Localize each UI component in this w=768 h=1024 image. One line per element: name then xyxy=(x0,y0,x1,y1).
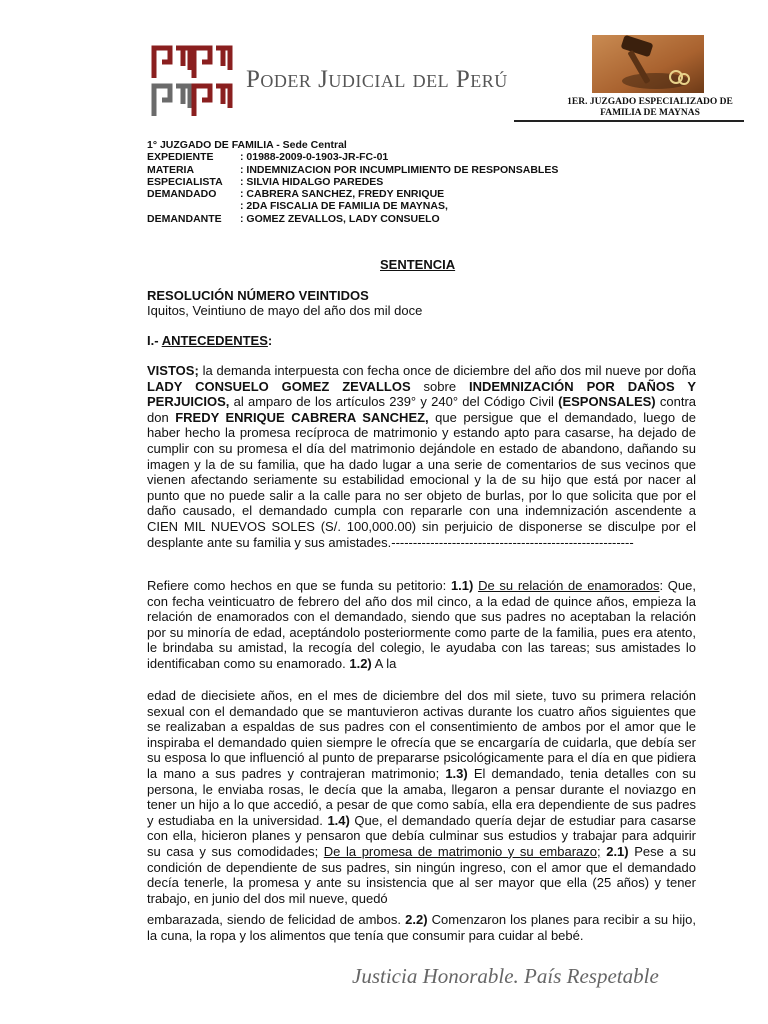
institution-name: Poder Judicial del Perú xyxy=(246,66,508,93)
plaintiff-name: LADY CONSUELO GOMEZ ZEVALLOS xyxy=(147,378,411,394)
case-label: ESPECIALISTA xyxy=(147,175,223,188)
underlined-heading: De su relación de enamorados xyxy=(478,578,660,593)
section-prefix: I.- xyxy=(147,333,162,348)
text: contra don xyxy=(147,394,697,425)
document-heading: SENTENCIA xyxy=(380,257,456,272)
resolution-number: RESOLUCIÓN NÚMERO VEINTIDOS xyxy=(147,288,369,303)
paragraph-hechos xyxy=(147,578,696,672)
item-number: 2.1) xyxy=(606,843,629,859)
paragraph-hechos-cont xyxy=(147,688,696,906)
case-row xyxy=(147,188,558,200)
case-value: : GOMEZ ZEVALLOS, LADY CONSUELO xyxy=(240,212,440,225)
text: Que, el demandado quería dejar de estudiar para casarse con ella, hicieron planes y pensaron que debía culminar sus estudios y trabajar para adquirir su casa y sus comodidades; xyxy=(147,812,696,859)
defendant-name: FREDY ENRIQUE CABRERA SANCHEZ, xyxy=(175,409,429,425)
text: sobre xyxy=(410,378,469,394)
footer-motto: Justicia Honorable. País Respetable xyxy=(352,964,659,988)
esponsales-label: (ESPONSALES) xyxy=(558,394,656,410)
item-number: 1.3) xyxy=(445,765,468,781)
case-label xyxy=(147,200,240,212)
case-row xyxy=(147,176,558,188)
case-label: DEMANDADO xyxy=(147,188,217,201)
text: al amparo de los artículos 239° y 240° del Código Civil xyxy=(229,394,559,410)
case-value: : 2DA FISCALIA DE FAMILIA DE MAYNAS, xyxy=(240,200,448,213)
header-rule xyxy=(514,120,744,122)
text: embarazada, siendo de felicidad de ambos. xyxy=(147,912,406,927)
item-number: 1.1) xyxy=(450,578,474,593)
case-court: 1° JUZGADO DE FAMILIA - Sede Central xyxy=(147,139,347,151)
paragraph-embarazo xyxy=(147,912,696,943)
claim-subject: INDEMNIZACIÓN POR DAÑOS Y PERJUICIOS, xyxy=(147,378,696,410)
text: A la xyxy=(371,655,397,671)
court-tag-line1: 1ER. JUZGADO ESPECIALIZADO DE xyxy=(567,97,733,107)
place-date: Iquitos, Veintiuno de mayo del año dos mil doce xyxy=(147,303,423,318)
case-label: MATERIA xyxy=(147,163,195,176)
case-value: : SILVIA HIDALGO PAREDES xyxy=(240,175,384,188)
text: Refiere como hechos en que se funda su petitorio: xyxy=(147,578,451,593)
case-row xyxy=(147,164,558,176)
section-title-text: ANTECEDENTES xyxy=(161,333,268,348)
case-label: EXPEDIENTE xyxy=(147,151,214,164)
case-row xyxy=(147,213,558,225)
text: Pese a su condición de dependiente de sus padres, sin ningún ingreso, con el amor que el demandado decía tenerle, la promesa y ante su insistencia que al ser mayor que ella (25 años) y tener trabajo, en junio del dos mil nueve, quedó xyxy=(147,843,696,906)
case-value: : CABRERA SANCHEZ, FREDY ENRIQUE xyxy=(240,188,445,201)
poder-judicial-logo-icon xyxy=(150,44,234,120)
case-label: DEMANDANTE xyxy=(147,212,222,225)
court-tag-line2: FAMILIA DE MAYNAS xyxy=(600,108,700,118)
text: El demandado, tenia detalles con su persona, le enviaba rosas, le decía que la amaba, llegaron a pensar durante el noviazgo en tener un hijo a lo que accedió, a pesar de que como sabía, ella era dependiente de sus padres y estudiaba en la universidad. xyxy=(147,765,697,828)
vistos-label: VISTOS; xyxy=(147,363,199,378)
text: edad de diecisiete años, en el mes de diciembre del dos mil siete, tuvo su primera relación sexual con el demandado que se mantuvieron activas durante los cuatro años siguientes que se realizaban a espaldas de sus padres con el consentimiento de ambos por el amor que le inspiraba el demandado quien siempre le ofrecía que se encargaría de cuidarla, que debía ser su esposa lo que influenció al punto de prepararse psicológicamente para el día en que pidiera la mano a sus padres y contrajeran matrimonio; xyxy=(147,688,696,781)
section-suffix: : xyxy=(267,333,273,348)
text: la demanda interpuesta con fecha once de diciembre del año dos mil nueve por doña xyxy=(198,363,696,378)
gavel-photo-icon xyxy=(592,35,704,93)
text: que persigue que el demandado, luego de haber hecho la promesa recíproca de matrimonio y estando apto para casarse, ha dejado de cumplir con su promesa el día del matrimonio dejándole en estado de abandono, dañando su imagen y la de su familia, que ha dado lugar a una serie de comentarios de sus vecinos que vienen afectando seriamente su estabilidad emocional y la de su hijo que está por nacer al punto que no puede salir a la calle para no ser objeto de burlas, por lo que solicita que por el daño causado, el demandado cumpla con repararle con una indemnización ascendente a CIEN MIL NUEVOS SOLES (S/. 100,000.00) sin perjuicio de disponerse se disculpe por el desplante ante su familia y sus amistades.-------------------------------------------------------- xyxy=(147,409,696,550)
item-number: 1.2) xyxy=(349,655,372,671)
case-row xyxy=(147,151,558,163)
court-header-tag xyxy=(555,97,745,119)
underlined-heading: De la promesa de matrimonio y su embarazo; xyxy=(323,843,601,859)
section-title xyxy=(147,333,272,348)
paragraph-vistos xyxy=(147,363,696,550)
text: : Que, con fecha veinticuatro de febrero del año dos mil cinco, a la edad de quince años, empieza la relación de enamorados con el demandado, siendo que sus padres no aceptaban la relación por su minoría de edad, aceptándolo posteriormente como parte de la familia, pues era atento, le brindaba su amistad, la recogía del colegio, le ayudaba con las tareas; sus amistades lo identificaban como su enamorado. xyxy=(147,578,696,671)
case-row xyxy=(147,200,558,212)
case-value: : 01988-2009-0-1903-JR-FC-01 xyxy=(240,151,389,164)
item-number: 1.4) xyxy=(327,812,350,828)
case-info-block xyxy=(147,139,558,225)
item-number: 2.2) xyxy=(405,912,428,927)
text: Comenzaron los planes para recibir a su hijo, la cuna, la ropa y los alimentos que tenía que consumir para cuidar al bebé. xyxy=(147,912,697,943)
case-value: : INDEMNIZACION POR INCUMPLIMIENTO DE RESPONSABLES xyxy=(240,163,559,176)
